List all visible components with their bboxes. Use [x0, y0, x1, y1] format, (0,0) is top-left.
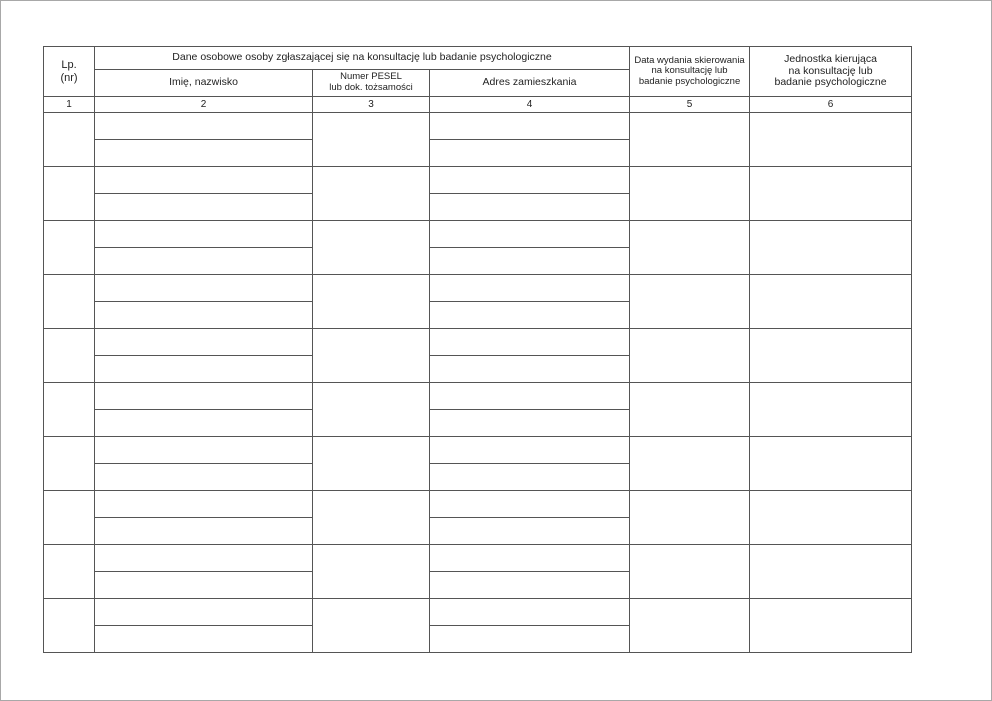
name-cell[interactable]	[95, 491, 313, 518]
table-row	[44, 599, 912, 626]
pesel-cell[interactable]	[313, 329, 430, 383]
referral-date-cell[interactable]	[630, 599, 750, 653]
referring-unit-cell[interactable]	[750, 545, 912, 599]
name-cell[interactable]	[95, 464, 313, 491]
referring-unit-cell[interactable]	[750, 383, 912, 437]
referral-date-cell[interactable]	[630, 275, 750, 329]
address-cell[interactable]	[430, 383, 630, 410]
column-number-6: 6	[750, 97, 912, 113]
referral-date-cell[interactable]	[630, 491, 750, 545]
address-cell[interactable]	[430, 275, 630, 302]
register-table	[43, 46, 912, 653]
referral-date-cell[interactable]	[630, 329, 750, 383]
referring-unit-cell[interactable]	[750, 167, 912, 221]
lp-cell[interactable]	[44, 329, 95, 383]
table-row	[44, 491, 912, 518]
address-cell[interactable]	[430, 626, 630, 653]
address-cell[interactable]	[430, 464, 630, 491]
pesel-cell[interactable]	[313, 221, 430, 275]
address-cell[interactable]	[430, 194, 630, 221]
address-cell[interactable]	[430, 302, 630, 329]
header-lp	[44, 47, 95, 97]
address-cell[interactable]	[430, 356, 630, 383]
pesel-cell[interactable]	[313, 437, 430, 491]
table-row	[44, 113, 912, 140]
lp-cell[interactable]	[44, 437, 95, 491]
table-row	[44, 437, 912, 464]
referring-unit-cell[interactable]	[750, 113, 912, 167]
column-number-row	[44, 97, 912, 113]
table-row	[44, 275, 912, 302]
pesel-cell[interactable]	[313, 545, 430, 599]
table-row	[44, 221, 912, 248]
address-cell[interactable]	[430, 140, 630, 167]
pesel-cell[interactable]	[313, 599, 430, 653]
referring-unit-cell[interactable]	[750, 437, 912, 491]
name-cell[interactable]	[95, 140, 313, 167]
lp-cell[interactable]	[44, 275, 95, 329]
referral-date-cell[interactable]	[630, 545, 750, 599]
lp-cell[interactable]	[44, 383, 95, 437]
pesel-cell[interactable]	[313, 113, 430, 167]
pesel-cell[interactable]	[313, 275, 430, 329]
name-cell[interactable]	[95, 194, 313, 221]
referring-unit-cell[interactable]	[750, 491, 912, 545]
name-cell[interactable]	[95, 437, 313, 464]
header-referring-unit-line1: Jednostka kierująca	[784, 52, 877, 65]
column-number-5: 5	[630, 97, 750, 113]
referring-unit-cell[interactable]	[750, 599, 912, 653]
lp-cell[interactable]	[44, 491, 95, 545]
address-cell[interactable]	[430, 518, 630, 545]
header-pesel-line1: Numer PESEL	[340, 71, 402, 83]
address-cell[interactable]	[430, 329, 630, 356]
name-cell[interactable]	[95, 302, 313, 329]
address-cell[interactable]	[430, 410, 630, 437]
referral-date-cell[interactable]	[630, 437, 750, 491]
address-cell[interactable]	[430, 437, 630, 464]
table-row	[44, 545, 912, 572]
name-cell[interactable]	[95, 518, 313, 545]
referral-date-cell[interactable]	[630, 113, 750, 167]
header-address: Adres zamieszkania	[430, 70, 630, 97]
column-number-3: 3	[313, 97, 430, 113]
header-referring-unit-line3: badanie psychologiczne	[774, 76, 887, 89]
header-referral-date	[630, 47, 750, 97]
name-cell[interactable]	[95, 545, 313, 572]
address-cell[interactable]	[430, 221, 630, 248]
lp-cell[interactable]	[44, 221, 95, 275]
address-cell[interactable]	[430, 248, 630, 275]
lp-cell[interactable]	[44, 113, 95, 167]
header-referring-unit-line2: na konsultację lub	[788, 64, 873, 77]
header-referral-date-line1: Data wydania skierowania	[634, 54, 745, 66]
header-name: Imię, nazwisko	[95, 70, 313, 97]
referral-date-cell[interactable]	[630, 383, 750, 437]
address-cell[interactable]	[430, 167, 630, 194]
lp-cell[interactable]	[44, 167, 95, 221]
header-lp-line2: (nr)	[60, 71, 78, 84]
header-lp-line1: Lp.	[61, 59, 77, 72]
name-cell[interactable]	[95, 221, 313, 248]
address-cell[interactable]	[430, 545, 630, 572]
lp-cell[interactable]	[44, 545, 95, 599]
column-number-2: 2	[95, 97, 313, 113]
name-cell[interactable]	[95, 383, 313, 410]
name-cell[interactable]	[95, 410, 313, 437]
table-row	[44, 329, 912, 356]
column-number-1: 1	[44, 97, 95, 113]
name-cell[interactable]	[95, 356, 313, 383]
name-cell[interactable]	[95, 329, 313, 356]
header-referring-unit	[750, 47, 912, 97]
name-cell[interactable]	[95, 248, 313, 275]
header-personal-data: Dane osobowe osoby zgłaszającej się na konsultację lub badanie psychologiczne	[95, 47, 630, 70]
referring-unit-cell[interactable]	[750, 329, 912, 383]
header-pesel	[313, 70, 430, 97]
name-cell[interactable]	[95, 572, 313, 599]
referral-date-cell[interactable]	[630, 167, 750, 221]
register-body	[44, 113, 912, 653]
name-cell[interactable]	[95, 167, 313, 194]
header-referral-date-line2: na konsultację lub	[651, 65, 728, 77]
column-number-4: 4	[430, 97, 630, 113]
pesel-cell[interactable]	[313, 491, 430, 545]
header-referral-date-line3: badanie psychologiczne	[638, 75, 741, 87]
referring-unit-cell[interactable]	[750, 275, 912, 329]
pesel-cell[interactable]	[313, 383, 430, 437]
pesel-cell[interactable]	[313, 167, 430, 221]
table-row	[44, 383, 912, 410]
table-row	[44, 167, 912, 194]
name-cell[interactable]	[95, 275, 313, 302]
address-cell[interactable]	[430, 599, 630, 626]
name-cell[interactable]	[95, 599, 313, 626]
name-cell[interactable]	[95, 626, 313, 653]
address-cell[interactable]	[430, 491, 630, 518]
address-cell[interactable]	[430, 572, 630, 599]
referral-date-cell[interactable]	[630, 221, 750, 275]
name-cell[interactable]	[95, 113, 313, 140]
header-pesel-line2: lub dok. tożsamości	[329, 82, 413, 93]
referring-unit-cell[interactable]	[750, 221, 912, 275]
lp-cell[interactable]	[44, 599, 95, 653]
address-cell[interactable]	[430, 113, 630, 140]
